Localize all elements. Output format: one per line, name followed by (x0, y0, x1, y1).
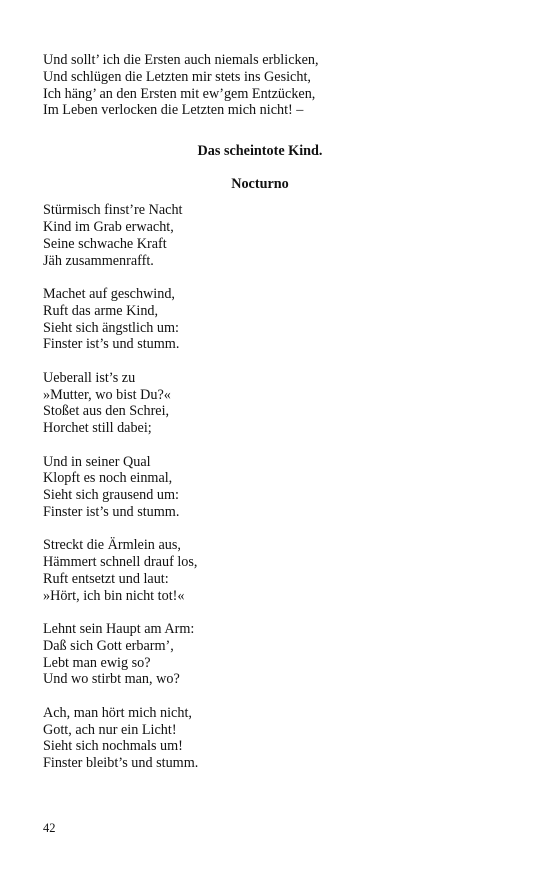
stanza-6 (43, 621, 473, 688)
verse-line: Sieht sich ängstlich um: (43, 319, 179, 336)
page-body (43, 52, 473, 789)
intro-line: Und sollt’ ich die Ersten auch niemals erblicken, (43, 52, 319, 68)
verse-line: Lehnt sein Haupt am Arm: (43, 621, 195, 638)
verse-line: Finster ist’s und stumm. (43, 336, 180, 353)
verse-line: Sieht sich grausend um: (43, 487, 179, 504)
stanza-5 (43, 537, 473, 604)
verse-line: Ruft entsetzt und laut: (43, 570, 169, 587)
verse-line: Machet auf geschwind, (43, 285, 175, 302)
verse-line: »Mutter, wo bist Du?« (43, 386, 171, 403)
verse-line: Kind im Grab erwacht, (43, 218, 174, 235)
verse-line: Hämmert schnell drauf los, (43, 554, 198, 571)
verse-line: Klopft es noch einmal, (43, 470, 173, 487)
verse-line: Seine schwache Kraft (43, 235, 167, 252)
intro-line: Ich häng’ an den Ersten mit ew’gem Entzücken, (43, 85, 316, 102)
verse-line: »Hört, ich bin nicht tot!« (43, 587, 185, 604)
verse-line: Streckt die Ärmlein aus, (43, 537, 181, 554)
verse-line: Finster bleibt’s und stumm. (43, 755, 199, 772)
verse-line: Finster ist’s und stumm. (43, 503, 180, 520)
stanza-3 (43, 370, 473, 437)
page-number: 42 (43, 821, 56, 835)
verse-line: Daß sich Gott erbarm’, (43, 637, 174, 654)
verse-line: Lebt man ewig so? (43, 654, 151, 671)
stanza-7 (43, 705, 473, 772)
intro-stanza (43, 52, 473, 119)
stanza-2 (43, 286, 473, 353)
stanza-4 (43, 454, 473, 521)
verse-line: Stürmisch finst’re Nacht (43, 202, 183, 219)
verse-line: Ach, man hört mich nicht, (43, 704, 192, 721)
intro-line: Und schlügen die Letzten mir stets ins Gesicht, (43, 68, 311, 85)
stanza-1 (43, 202, 473, 269)
verse-line: Ueberall ist’s zu (43, 369, 136, 386)
poem-title: Das scheintote Kind. (197, 143, 323, 160)
intro-line: Im Leben verlocken die Letzten mich nicht! – (43, 102, 304, 119)
verse-line: Und wo stirbt man, wo? (43, 671, 180, 688)
verse-line: Und in seiner Qual (43, 453, 151, 470)
verse-line: Horchet still dabei; (43, 420, 152, 437)
verse-line: Sieht sich nochmals um! (43, 738, 183, 755)
poem-subtitle: Nocturno (231, 176, 289, 193)
verse-line: Gott, ach nur ein Licht! (43, 721, 177, 738)
verse-line: Ruft das arme Kind, (43, 302, 159, 319)
verse-line: Jäh zusammenrafft. (43, 252, 154, 269)
verse-line: Stoßet aus den Schrei, (43, 403, 170, 420)
